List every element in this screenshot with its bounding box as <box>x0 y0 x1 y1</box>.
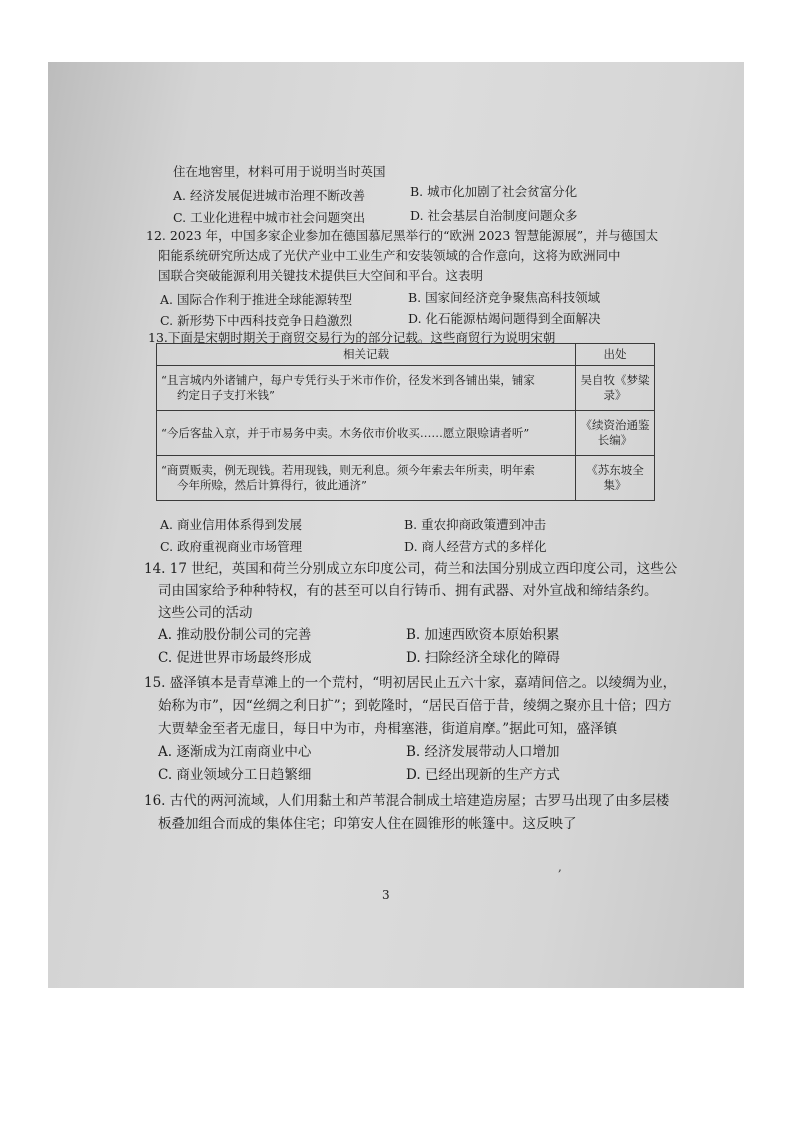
q15-option-d: D. 已经出现新的生产方式 <box>406 767 560 783</box>
q12-stem-line-3: 国联合突破能源利用关键技术提供巨大空间和平台。这表明 <box>158 268 484 283</box>
q15-option-b: B. 经济发展带动人口增加 <box>406 744 560 760</box>
q14-option-b: B. 加速西欧资本原始积累 <box>406 627 560 643</box>
pen-mark: , <box>558 860 562 874</box>
document-photo <box>48 62 744 988</box>
q14-stem-line-1: 14. 17 世纪，英国和荷兰分别成立东印度公司，荷兰和法国分别成立西印度公司，这些公 <box>144 561 678 577</box>
table-cell-record: “且言城内外诸铺户，每户专凭行头于米市作价，径发米到各铺出粜，铺家 约定日子支打米钱” <box>157 366 576 411</box>
table-row <box>157 366 655 411</box>
q14-option-a: A. 推动股份制公司的完善 <box>158 627 312 643</box>
q14-stem-line-2: 司由国家给予种种特权，有的甚至可以自行铸币、拥有武器、对外宣战和缔结条约。 <box>158 583 658 599</box>
q13-option-a: A. 商业信用体系得到发展 <box>160 517 302 532</box>
page-number: 3 <box>382 888 390 902</box>
table-cell-source: 《苏东坡全集》 <box>576 456 655 501</box>
q13-option-c: C. 政府重视商业市场管理 <box>160 539 303 554</box>
q12-option-d: D. 化石能源枯竭问题得到全面解决 <box>408 311 601 326</box>
q16-stem-line-1: 16. 古代的两河流域，人们用黏土和芦苇混合制成土培建造房屋；古罗马出现了由多层楼 <box>144 793 670 809</box>
q13-option-b: B. 重农抑商政策遭到冲击 <box>404 517 547 532</box>
q12-option-c: C. 新形势下中西科技竞争日趋激烈 <box>160 313 353 328</box>
q11-option-d: D. 社会基层自治制度问题众多 <box>410 208 578 223</box>
q11-option-a: A. 经济发展促进城市治理不断改善 <box>173 188 365 203</box>
q14-stem-line-3: 这些公司的活动 <box>158 605 253 621</box>
table-row <box>157 411 655 456</box>
table-cell-source: 《续资治通鉴长编》 <box>576 411 655 456</box>
q15-option-c: C. 商业领域分工日趋繁细 <box>158 767 312 783</box>
q11-stem: 住在地窖里，材料可用于说明当时英国 <box>173 164 386 179</box>
q15-stem-line-2: 始称为市”，因“丝绸之利日扩”；到乾隆时，“居民百倍于昔，绫绸之聚亦且十倍；四方 <box>158 698 672 714</box>
q15-stem-line-3: 大贾辇金至者无虚日，每日中为市，舟楫塞港，街道肩摩。”据此可知，盛泽镇 <box>158 721 618 737</box>
q12-stem-line-2: 阳能系统研究所达成了光伏产业中工业生产和安装领域的合作意向，这将为欧洲同中 <box>158 248 621 263</box>
q14-option-c: C. 促进世界市场最终形成 <box>158 650 312 666</box>
q12-option-b: B. 国家间经济竞争聚焦高科技领域 <box>408 290 601 305</box>
q13-stem: 13.下面是宋朝时期关于商贸交易行为的部分记载。这些商贸行为说明宋朝 <box>148 330 556 345</box>
q14-option-d: D. 扫除经济全球化的障碍 <box>406 650 560 666</box>
table-header-source: 出处 <box>576 344 655 366</box>
q13-records-table <box>156 343 655 501</box>
table-cell-record: “今后客盐入京，并于市易务中卖。木务依市价收买……愿立限赊请者听” <box>157 411 576 456</box>
q11-option-b: B. 城市化加剧了社会贫富分化 <box>410 184 578 199</box>
q12-stem-line-1: 12. 2023 年，中国多家企业参加在德国慕尼黑举行的“欧洲 2023 智慧能源展”，并与德国太 <box>146 228 659 243</box>
q15-stem-line-1: 15. 盛泽镇本是青草滩上的一个荒村，“明初居民止五六十家，嘉靖间倍之。以绫绸为业， <box>144 675 677 691</box>
q11-option-c: C. 工业化进程中城市社会问题突出 <box>173 210 366 225</box>
q13-option-d: D. 商人经营方式的多样化 <box>404 539 547 554</box>
table-cell-source: 吴自牧《梦粱录》 <box>576 366 655 411</box>
table-cell-record: “商贾贩卖，例无现钱。若用现钱，则无利息。须今年索去年所卖，明年索 今年所赊，然后计算得行，彼此通济” <box>157 456 576 501</box>
table-header-records: 相关记载 <box>157 344 576 366</box>
q12-option-a: A. 国际合作利于推进全球能源转型 <box>160 292 352 307</box>
q15-option-a: A. 逐渐成为江南商业中心 <box>158 744 312 760</box>
q16-stem-line-2: 板叠加组合而成的集体住宅；印第安人住在圆锥形的帐篷中。这反映了 <box>158 816 577 832</box>
table-header-row <box>157 344 655 366</box>
table-row <box>157 456 655 501</box>
